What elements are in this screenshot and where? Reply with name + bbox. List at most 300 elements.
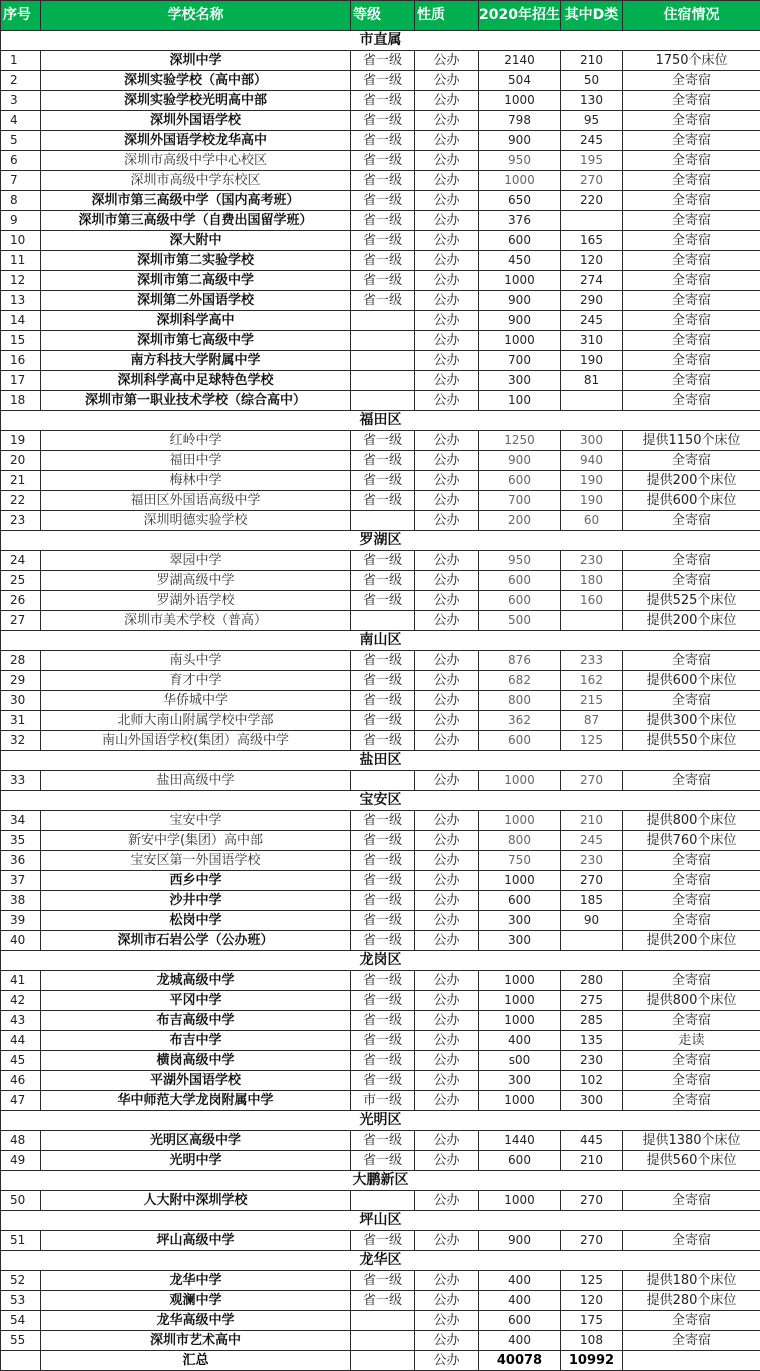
school-type: 公办 <box>415 471 479 491</box>
school-type: 公办 <box>415 771 479 791</box>
school-type: 公办 <box>415 551 479 571</box>
section-row <box>1 751 760 771</box>
housing-info: 提供800个床位 <box>623 811 760 831</box>
d-class-count: 50 <box>561 71 623 91</box>
housing-info: 全寄宿 <box>623 1191 760 1211</box>
table-row <box>1 1311 760 1331</box>
row-number: 36 <box>1 851 41 871</box>
row-number: 15 <box>1 331 41 351</box>
table-row <box>1 91 760 111</box>
housing-info: 全寄宿 <box>623 511 760 531</box>
school-level: 市一级 <box>351 1091 415 1111</box>
school-level: 省一级 <box>351 1051 415 1071</box>
housing-info: 提供280个床位 <box>623 1291 760 1311</box>
school-name: 深圳市第二实验学校 <box>41 251 351 271</box>
housing-info: 全寄宿 <box>623 691 760 711</box>
enrollment: 400 <box>479 1331 561 1351</box>
school-type: 公办 <box>415 1031 479 1051</box>
school-type: 公办 <box>415 1331 479 1351</box>
school-name: 布吉中学 <box>41 1031 351 1051</box>
row-number: 32 <box>1 731 41 751</box>
enrollment: 876 <box>479 651 561 671</box>
row-number: 33 <box>1 771 41 791</box>
row-number: 52 <box>1 1271 41 1291</box>
school-level: 省一级 <box>351 891 415 911</box>
d-class-count: 274 <box>561 271 623 291</box>
d-class-count: 445 <box>561 1131 623 1151</box>
enrollment: 200 <box>479 511 561 531</box>
housing-info: 全寄宿 <box>623 771 760 791</box>
school-name: 新安中学(集团）高中部 <box>41 831 351 851</box>
d-class-count: 230 <box>561 851 623 871</box>
housing-info: 全寄宿 <box>623 451 760 471</box>
school-level: 省一级 <box>351 691 415 711</box>
school-name: 平冈中学 <box>41 991 351 1011</box>
school-name: 深圳市石岩公学（公办班） <box>41 931 351 951</box>
school-name: 光明区高级中学 <box>41 1131 351 1151</box>
section-label: 龙岗区 <box>1 951 760 971</box>
enrollment: 1000 <box>479 1011 561 1031</box>
d-class-count: 81 <box>561 371 623 391</box>
housing-info: 全寄宿 <box>623 71 760 91</box>
housing-info: 提供560个床位 <box>623 1151 760 1171</box>
housing-info: 全寄宿 <box>623 351 760 371</box>
d-class-count: 233 <box>561 651 623 671</box>
table-row <box>1 191 760 211</box>
school-type: 公办 <box>415 231 479 251</box>
school-level: 省一级 <box>351 111 415 131</box>
school-name: 深圳外国语学校 <box>41 111 351 131</box>
school-name: 宝安区第一外国语学校 <box>41 851 351 871</box>
enrollment: 950 <box>479 551 561 571</box>
section-label: 市直属 <box>1 31 760 51</box>
school-level: 省一级 <box>351 991 415 1011</box>
housing-info: 全寄宿 <box>623 251 760 271</box>
d-class-count: 190 <box>561 351 623 371</box>
table-row <box>1 111 760 131</box>
row-number: 38 <box>1 891 41 911</box>
enrollment: 1000 <box>479 331 561 351</box>
school-level: 省一级 <box>351 1151 415 1171</box>
row-number: 5 <box>1 131 41 151</box>
school-name: 深圳实验学校（高中部） <box>41 71 351 91</box>
enrollment: 900 <box>479 1231 561 1251</box>
row-number: 47 <box>1 1091 41 1111</box>
row-number: 21 <box>1 471 41 491</box>
d-class-count: 210 <box>561 51 623 71</box>
section-label: 大鹏新区 <box>1 1171 760 1191</box>
enrollment: 2140 <box>479 51 561 71</box>
row-number: 27 <box>1 611 41 631</box>
enrollment: 600 <box>479 1311 561 1331</box>
housing-info: 全寄宿 <box>623 331 760 351</box>
header-housing: 住宿情况 <box>623 1 760 31</box>
school-type: 公办 <box>415 891 479 911</box>
d-class-count: 165 <box>561 231 623 251</box>
total-row <box>1 1351 760 1371</box>
school-name: 深圳市第一职业技术学校（综合高中） <box>41 391 351 411</box>
row-number: 41 <box>1 971 41 991</box>
d-class-count: 185 <box>561 891 623 911</box>
enrollment: 362 <box>479 711 561 731</box>
table-row <box>1 151 760 171</box>
enrollment: 376 <box>479 211 561 231</box>
section-label: 坪山区 <box>1 1211 760 1231</box>
housing-info: 提供200个床位 <box>623 931 760 951</box>
row-number: 53 <box>1 1291 41 1311</box>
school-name: 深圳科学高中 <box>41 311 351 331</box>
header-level: 等级 <box>351 1 415 31</box>
table-row <box>1 351 760 371</box>
school-type: 公办 <box>415 1011 479 1031</box>
school-type: 公办 <box>415 351 479 371</box>
d-class-count <box>561 391 623 411</box>
school-type: 公办 <box>415 51 479 71</box>
d-class-count <box>561 931 623 951</box>
d-class-count: 135 <box>561 1031 623 1051</box>
school-name: 南山外国语学校(集团）高级中学 <box>41 731 351 751</box>
section-label: 罗湖区 <box>1 531 760 551</box>
school-level: 省一级 <box>351 851 415 871</box>
housing-info: 全寄宿 <box>623 171 760 191</box>
row-number: 23 <box>1 511 41 531</box>
d-class-count: 230 <box>561 1051 623 1071</box>
row-number: 29 <box>1 671 41 691</box>
school-type: 公办 <box>415 431 479 451</box>
enrollment: 600 <box>479 891 561 911</box>
table-row <box>1 131 760 151</box>
school-level: 省一级 <box>351 571 415 591</box>
enrollment: 1000 <box>479 771 561 791</box>
school-name: 深大附中 <box>41 231 351 251</box>
housing-info: 全寄宿 <box>623 571 760 591</box>
school-name: 平湖外国语学校 <box>41 1071 351 1091</box>
enrollment: 700 <box>479 491 561 511</box>
d-class-count: 87 <box>561 711 623 731</box>
table-row <box>1 371 760 391</box>
school-type: 公办 <box>415 171 479 191</box>
d-class-count: 245 <box>561 831 623 851</box>
d-class-count: 120 <box>561 1291 623 1311</box>
section-row <box>1 631 760 651</box>
school-level <box>351 1311 415 1331</box>
table-row <box>1 451 760 471</box>
housing-info: 提供550个床位 <box>623 731 760 751</box>
school-type: 公办 <box>415 1311 479 1331</box>
d-class-count <box>561 611 623 631</box>
school-level: 省一级 <box>351 91 415 111</box>
row-number: 43 <box>1 1011 41 1031</box>
housing-info: 提供800个床位 <box>623 991 760 1011</box>
housing-info: 全寄宿 <box>623 271 760 291</box>
school-type: 公办 <box>415 671 479 691</box>
school-type: 公办 <box>415 1131 479 1151</box>
enrollment: 1000 <box>479 171 561 191</box>
school-name: 宝安中学 <box>41 811 351 831</box>
enrollment: 1000 <box>479 991 561 1011</box>
school-type: 公办 <box>415 331 479 351</box>
school-level: 省一级 <box>351 191 415 211</box>
table-row <box>1 991 760 1011</box>
row-number: 26 <box>1 591 41 611</box>
school-level <box>351 331 415 351</box>
header-enrollment: 2020年招生 <box>479 1 561 31</box>
school-name: 罗湖高级中学 <box>41 571 351 591</box>
section-row <box>1 1171 760 1191</box>
table-row <box>1 331 760 351</box>
table-row <box>1 1031 760 1051</box>
table-row <box>1 871 760 891</box>
school-name: 观澜中学 <box>41 1291 351 1311</box>
row-number: 30 <box>1 691 41 711</box>
enrollment: 682 <box>479 671 561 691</box>
school-level: 省一级 <box>351 451 415 471</box>
school-type: 公办 <box>415 851 479 871</box>
school-name: 深圳实验学校光明高中部 <box>41 91 351 111</box>
enrollment: 798 <box>479 111 561 131</box>
table-row <box>1 771 760 791</box>
section-row <box>1 951 760 971</box>
d-class-count: 190 <box>561 471 623 491</box>
row-number: 50 <box>1 1191 41 1211</box>
school-type: 公办 <box>415 711 479 731</box>
header-d-class: 其中D类 <box>561 1 623 31</box>
school-type: 公办 <box>415 1151 479 1171</box>
table-row <box>1 811 760 831</box>
d-class-count: 120 <box>561 251 623 271</box>
school-type: 公办 <box>415 111 479 131</box>
row-number: 55 <box>1 1331 41 1351</box>
school-level: 省一级 <box>351 171 415 191</box>
school-type: 公办 <box>415 911 479 931</box>
school-type: 公办 <box>415 251 479 271</box>
row-number: 39 <box>1 911 41 931</box>
school-type: 公办 <box>415 931 479 951</box>
table-row <box>1 291 760 311</box>
school-level: 省一级 <box>351 131 415 151</box>
d-class-count: 125 <box>561 1271 623 1291</box>
row-number: 9 <box>1 211 41 231</box>
table-row <box>1 1071 760 1091</box>
housing-info: 全寄宿 <box>623 1091 760 1111</box>
table-row <box>1 591 760 611</box>
section-label: 福田区 <box>1 411 760 431</box>
school-level <box>351 611 415 631</box>
d-class-count: 245 <box>561 311 623 331</box>
d-class-count: 300 <box>561 1091 623 1111</box>
row-number: 31 <box>1 711 41 731</box>
total-enrollment: 40078 <box>479 1351 561 1371</box>
school-level <box>351 351 415 371</box>
school-level: 省一级 <box>351 431 415 451</box>
school-type: 公办 <box>415 1231 479 1251</box>
enrollment: 800 <box>479 831 561 851</box>
total-label: 汇总 <box>41 1351 351 1371</box>
enrollment: 450 <box>479 251 561 271</box>
d-class-count: 210 <box>561 811 623 831</box>
school-name: 福田中学 <box>41 451 351 471</box>
enrollment: 1440 <box>479 1131 561 1151</box>
d-class-count: 175 <box>561 1311 623 1331</box>
row-number: 51 <box>1 1231 41 1251</box>
row-number: 25 <box>1 571 41 591</box>
school-type: 公办 <box>415 311 479 331</box>
d-class-count: 245 <box>561 131 623 151</box>
school-type: 公办 <box>415 511 479 531</box>
school-name: 龙华高级中学 <box>41 1311 351 1331</box>
row-number: 13 <box>1 291 41 311</box>
school-level: 省一级 <box>351 591 415 611</box>
total-no <box>1 1351 41 1371</box>
school-type: 公办 <box>415 91 479 111</box>
row-number: 34 <box>1 811 41 831</box>
school-name: 深圳科学高中足球特色学校 <box>41 371 351 391</box>
section-row <box>1 31 760 51</box>
row-number: 45 <box>1 1051 41 1071</box>
school-level: 省一级 <box>351 1011 415 1031</box>
housing-info: 提供200个床位 <box>623 611 760 631</box>
school-name: 沙井中学 <box>41 891 351 911</box>
enrollment: 500 <box>479 611 561 631</box>
school-type: 公办 <box>415 211 479 231</box>
total-level <box>351 1351 415 1371</box>
table-row <box>1 1091 760 1111</box>
table-row <box>1 511 760 531</box>
school-name: 南头中学 <box>41 651 351 671</box>
school-type: 公办 <box>415 731 479 751</box>
school-name: 深圳市第二高级中学 <box>41 271 351 291</box>
enrollment: 800 <box>479 691 561 711</box>
school-level: 省一级 <box>351 71 415 91</box>
table-row <box>1 731 760 751</box>
d-class-count <box>561 211 623 231</box>
d-class-count: 275 <box>561 991 623 1011</box>
school-name: 深圳明德实验学校 <box>41 511 351 531</box>
enrollment: 400 <box>479 1271 561 1291</box>
d-class-count: 270 <box>561 171 623 191</box>
row-number: 54 <box>1 1311 41 1331</box>
school-level <box>351 391 415 411</box>
table-body <box>1 31 760 1351</box>
row-number: 20 <box>1 451 41 471</box>
table-row <box>1 211 760 231</box>
housing-info: 全寄宿 <box>623 551 760 571</box>
header-no: 序号 <box>1 1 41 31</box>
school-level: 省一级 <box>351 731 415 751</box>
school-level: 省一级 <box>351 811 415 831</box>
row-number: 11 <box>1 251 41 271</box>
school-type: 公办 <box>415 831 479 851</box>
d-class-count: 195 <box>561 151 623 171</box>
school-name: 深圳市艺术高中 <box>41 1331 351 1351</box>
school-name: 红岭中学 <box>41 431 351 451</box>
school-level: 省一级 <box>351 291 415 311</box>
school-type: 公办 <box>415 191 479 211</box>
enrollment: s00 <box>479 1051 561 1071</box>
school-type: 公办 <box>415 971 479 991</box>
row-number: 44 <box>1 1031 41 1051</box>
school-level: 省一级 <box>351 1031 415 1051</box>
school-level <box>351 511 415 531</box>
enrollment: 300 <box>479 911 561 931</box>
housing-info: 全寄宿 <box>623 1011 760 1031</box>
enrollment: 1000 <box>479 871 561 891</box>
school-type: 公办 <box>415 291 479 311</box>
school-level: 省一级 <box>351 551 415 571</box>
row-number: 7 <box>1 171 41 191</box>
enrollment: 504 <box>479 71 561 91</box>
row-number: 14 <box>1 311 41 331</box>
section-row <box>1 1251 760 1271</box>
row-number: 35 <box>1 831 41 851</box>
school-level: 省一级 <box>351 211 415 231</box>
d-class-count: 230 <box>561 551 623 571</box>
table-row <box>1 911 760 931</box>
school-level: 省一级 <box>351 871 415 891</box>
enrollment: 400 <box>479 1031 561 1051</box>
table-row <box>1 671 760 691</box>
enrollment: 1000 <box>479 271 561 291</box>
table-row <box>1 931 760 951</box>
enrollment: 1000 <box>479 1091 561 1111</box>
section-row <box>1 1111 760 1131</box>
school-type: 公办 <box>415 71 479 91</box>
enrollment: 1000 <box>479 1191 561 1211</box>
housing-info: 提供600个床位 <box>623 491 760 511</box>
d-class-count: 125 <box>561 731 623 751</box>
enrollment: 600 <box>479 731 561 751</box>
school-level: 省一级 <box>351 251 415 271</box>
enrollment: 400 <box>479 1291 561 1311</box>
school-name: 育才中学 <box>41 671 351 691</box>
enrollment: 300 <box>479 931 561 951</box>
row-number: 24 <box>1 551 41 571</box>
school-name: 南方科技大学附属中学 <box>41 351 351 371</box>
housing-info: 全寄宿 <box>623 851 760 871</box>
enrollment: 700 <box>479 351 561 371</box>
school-level: 省一级 <box>351 491 415 511</box>
school-name: 盐田高级中学 <box>41 771 351 791</box>
enrollment: 1000 <box>479 971 561 991</box>
section-row <box>1 411 760 431</box>
enrollment: 1000 <box>479 91 561 111</box>
housing-info: 全寄宿 <box>623 891 760 911</box>
school-type: 公办 <box>415 1051 479 1071</box>
table-row <box>1 831 760 851</box>
housing-info: 提供760个床位 <box>623 831 760 851</box>
school-level: 省一级 <box>351 1271 415 1291</box>
housing-info: 全寄宿 <box>623 391 760 411</box>
d-class-count: 210 <box>561 1151 623 1171</box>
enrollment: 600 <box>479 471 561 491</box>
enrollment: 100 <box>479 391 561 411</box>
d-class-count: 180 <box>561 571 623 591</box>
table-row <box>1 651 760 671</box>
enrollment: 600 <box>479 231 561 251</box>
enrollment: 900 <box>479 291 561 311</box>
enrollment: 900 <box>479 131 561 151</box>
row-number: 22 <box>1 491 41 511</box>
enrollment: 950 <box>479 151 561 171</box>
school-level <box>351 371 415 391</box>
d-class-count: 95 <box>561 111 623 131</box>
school-level <box>351 1331 415 1351</box>
table-row <box>1 1151 760 1171</box>
school-name: 光明中学 <box>41 1151 351 1171</box>
row-number: 12 <box>1 271 41 291</box>
school-name: 深圳外国语学校龙华高中 <box>41 131 351 151</box>
school-type: 公办 <box>415 1071 479 1091</box>
